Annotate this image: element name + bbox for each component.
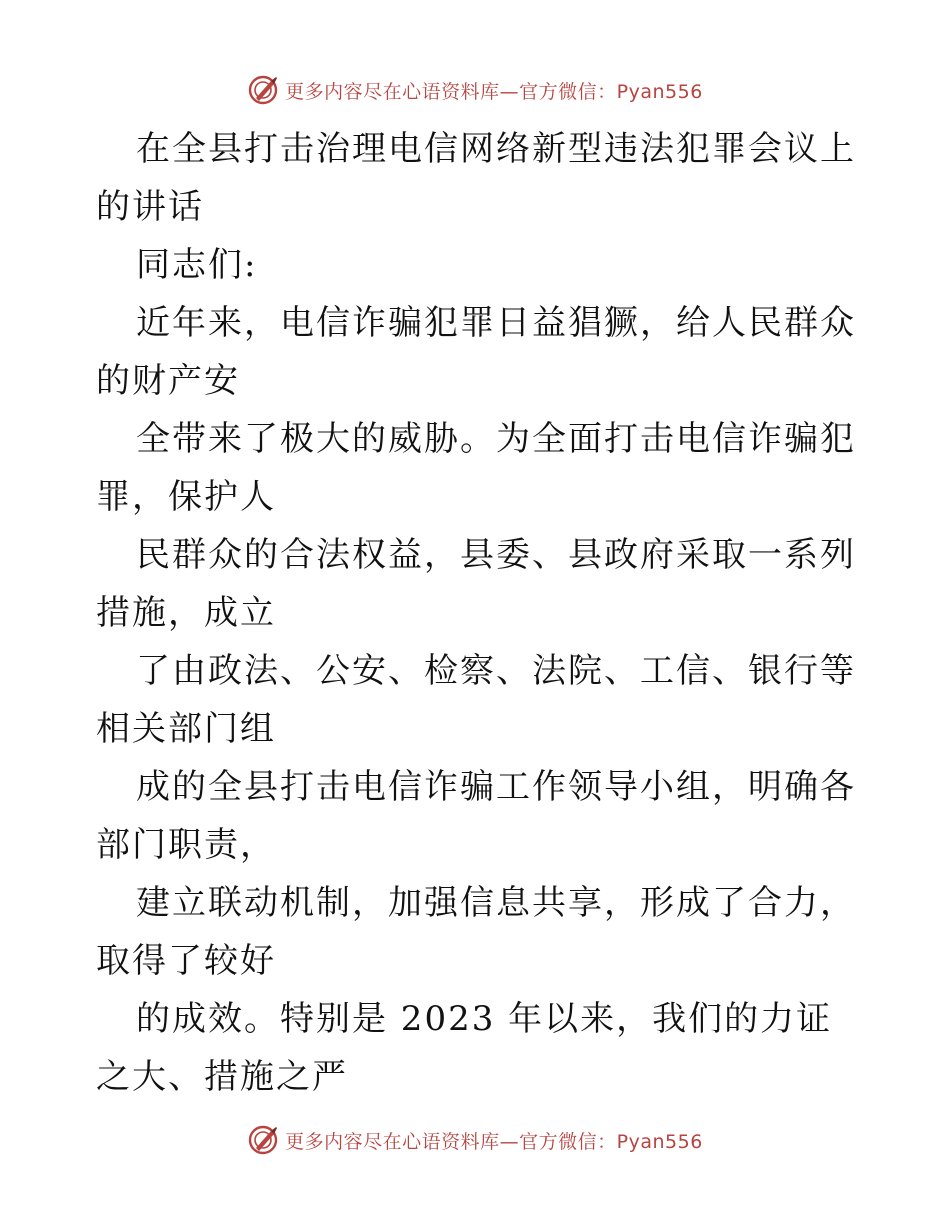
- paragraph: 的成效。特别是 2023 年以来，我们的力证之大、措施之严: [96, 999, 833, 1097]
- document-body: [96, 120, 856, 1106]
- paragraph: 成的全县打击电信诈骗工作领导小组，明确各部门职责，: [96, 767, 856, 865]
- footer-watermark-banner: [0, 1122, 950, 1158]
- paragraph: 近年来，电信诈骗犯罪日益猖獗，给人民群众的财产安: [96, 303, 856, 401]
- paragraph: 民群众的合法权益，县委、县政府采取一系列措施，成立: [96, 535, 856, 633]
- paragraph: 了由政法、公安、检察、法院、工信、银行等相关部门组: [96, 651, 856, 749]
- pen-logo-icon: [247, 1124, 279, 1156]
- paragraph: 建立联动机制，加强信息共享，形成了合力，取得了较好: [96, 883, 856, 981]
- salutation: 同志们:: [136, 245, 258, 285]
- pen-logo-icon: [247, 74, 279, 106]
- document-title: 在全县打击治理电信网络新型违法犯罪会议上的讲话: [96, 129, 856, 227]
- header-watermark-banner: [0, 72, 950, 108]
- banner-text: 更多内容尽在心语资料库—官方微信：Pyan556: [285, 1130, 703, 1153]
- paragraph: 全带来了极大的威胁。为全面打击电信诈骗犯罪，保护人: [96, 419, 856, 517]
- banner-text: 更多内容尽在心语资料库—官方微信：Pyan556: [285, 80, 703, 103]
